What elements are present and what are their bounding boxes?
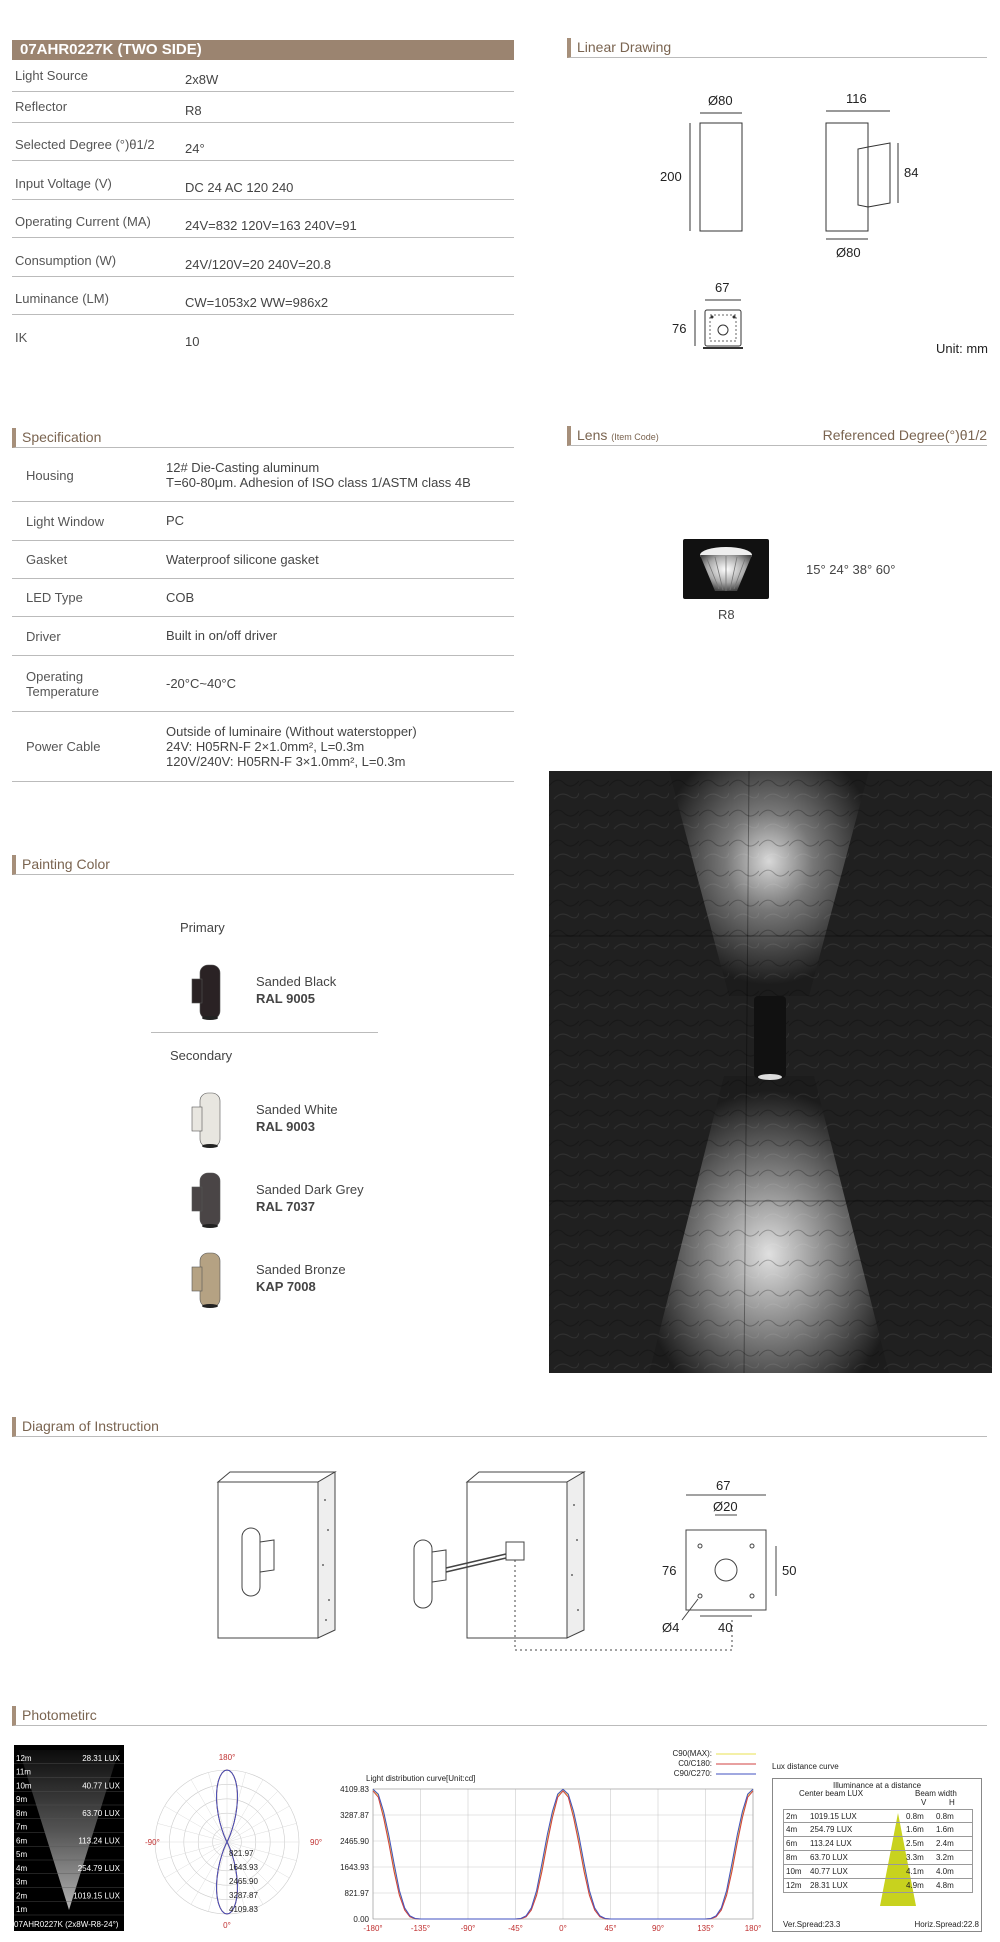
photometric-title: Photometirc bbox=[12, 1706, 987, 1726]
dim-w67: 67 bbox=[715, 280, 730, 295]
lux-cell-v: 3.3m bbox=[906, 1853, 924, 1862]
param-row bbox=[12, 239, 514, 277]
polar-diagram bbox=[145, 1752, 323, 1932]
param-row bbox=[12, 277, 514, 315]
x-tick-label: 135° bbox=[697, 1924, 714, 1933]
spec-row bbox=[12, 656, 514, 712]
y-tick-label: 821.97 bbox=[344, 1889, 369, 1898]
lux-cell-v: 2.5m bbox=[906, 1839, 924, 1848]
param-value: CW=1053x2 WW=986x2 bbox=[185, 295, 329, 310]
polar-angle-label: 90° bbox=[310, 1838, 323, 1847]
product-title: 07AHR0227K (TWO SIDE) bbox=[12, 40, 514, 60]
swatch-sanded-black bbox=[188, 963, 224, 1024]
hor-spread: Horiz.Spread:22.8 bbox=[914, 1920, 979, 1929]
spec-label: Operating Temperature bbox=[26, 669, 99, 699]
legend-label: C90/C270: bbox=[673, 1769, 712, 1778]
lux-distance-label: 7m bbox=[16, 1822, 28, 1832]
primary-label: Primary bbox=[180, 920, 225, 935]
installation-photo bbox=[549, 771, 992, 1373]
lux-distance-table bbox=[772, 1778, 982, 1932]
legend-label: C0/C180: bbox=[678, 1759, 712, 1768]
y-tick-label: 2465.90 bbox=[340, 1837, 369, 1846]
lux-cell-lux: 28.31 LUX bbox=[810, 1881, 848, 1890]
spec-value: -20°C~40°C bbox=[166, 675, 237, 691]
lux-cell-lux: 40.77 LUX bbox=[810, 1867, 848, 1876]
param-label: Consumption (W) bbox=[15, 253, 117, 268]
lux-cone-panel bbox=[14, 1745, 124, 1931]
param-value: 24° bbox=[185, 141, 205, 156]
lux-distance-label: 4m bbox=[16, 1863, 28, 1873]
param-label: Selected Degree (°)θ1/2 bbox=[15, 137, 155, 152]
lux-distance-label: 8m bbox=[16, 1808, 28, 1818]
param-label: Reflector bbox=[15, 99, 68, 114]
lux-cell-lux: 254.79 LUX bbox=[810, 1825, 853, 1834]
lux-cone bbox=[14, 1745, 124, 1920]
specification-title: Specification bbox=[12, 428, 514, 448]
lux-cell-h: 3.2m bbox=[936, 1853, 954, 1862]
lux-table-row bbox=[783, 1879, 973, 1893]
color-sanded-white: Sanded White RAL 9003 bbox=[256, 1102, 338, 1134]
polar-ring-label: 1643.93 bbox=[229, 1863, 258, 1872]
fixture-icon bbox=[188, 1251, 224, 1309]
lux-cell-d: 12m bbox=[786, 1881, 802, 1890]
lux-cell-d: 2m bbox=[786, 1812, 798, 1821]
swatch-sanded-white bbox=[188, 1091, 224, 1152]
lux-head-h: H bbox=[949, 1798, 955, 1807]
polar-ring-label: 821.97 bbox=[229, 1849, 254, 1858]
inst-d4: Ø4 bbox=[662, 1620, 680, 1635]
lux-distance-label: 12m bbox=[16, 1753, 32, 1763]
lux-table-row bbox=[783, 1865, 973, 1879]
lux-value-label: 254.79 LUX bbox=[77, 1863, 120, 1873]
lux-distance-label: 2m bbox=[16, 1891, 28, 1901]
lux-cell-v: 0.8m bbox=[906, 1812, 924, 1821]
param-row bbox=[12, 123, 514, 161]
spec-row bbox=[12, 541, 514, 579]
lux-distance-label: 9m bbox=[16, 1795, 28, 1804]
spec-row bbox=[12, 617, 514, 656]
lux-cell-lux: 63.70 LUX bbox=[810, 1853, 848, 1862]
inst-w67: 67 bbox=[716, 1478, 731, 1493]
inst-h50: 50 bbox=[782, 1563, 797, 1578]
spec-label: Driver bbox=[26, 628, 61, 644]
swatch-sanded-bronze bbox=[188, 1251, 224, 1312]
color-sanded-dark-grey: Sanded Dark Grey RAL 7037 bbox=[256, 1182, 364, 1214]
y-tick-label: 4109.83 bbox=[340, 1785, 369, 1794]
lux-distance-label: 3m bbox=[16, 1877, 28, 1887]
polar-angle-label: 180° bbox=[218, 1753, 236, 1762]
dim-d80-top: Ø80 bbox=[708, 93, 733, 108]
spec-value: Waterproof silicone gasket bbox=[166, 551, 319, 567]
polar-ring-label: 2465.90 bbox=[229, 1877, 258, 1886]
y-tick-label: 1643.93 bbox=[340, 1863, 369, 1872]
param-label: Light Source bbox=[15, 68, 88, 83]
color-sanded-black: Sanded Black RAL 9005 bbox=[256, 974, 337, 1006]
painting-color-title: Painting Color bbox=[12, 855, 514, 875]
spec-row bbox=[12, 579, 514, 617]
spec-label: Gasket bbox=[26, 552, 68, 567]
param-row bbox=[12, 200, 514, 238]
y-tick-label: 3287.87 bbox=[340, 1811, 369, 1820]
inst-w40: 40 bbox=[718, 1620, 733, 1635]
secondary-label: Secondary bbox=[170, 1048, 233, 1063]
lux-distance-label: 6m bbox=[16, 1836, 28, 1846]
lux-head-beam: Beam width bbox=[915, 1789, 957, 1798]
fixture-icon bbox=[188, 963, 224, 1021]
x-tick-label: -45° bbox=[508, 1924, 523, 1933]
inst-d20: Ø20 bbox=[713, 1499, 738, 1514]
fixture-icon bbox=[188, 1171, 224, 1229]
param-label: Operating Current (MA) bbox=[15, 214, 151, 229]
spec-label: LED Type bbox=[26, 590, 83, 605]
lens-image bbox=[683, 539, 769, 599]
spec-value: PC bbox=[166, 513, 185, 528]
dim-d80-bottom: Ø80 bbox=[836, 245, 861, 260]
lux-distance-label: 10m bbox=[16, 1781, 32, 1791]
reflector-icon bbox=[683, 539, 769, 599]
lux-distance-label: 5m bbox=[16, 1850, 28, 1859]
lux-cell-h: 4.8m bbox=[936, 1881, 954, 1890]
spec-row bbox=[12, 449, 514, 502]
spec-label: Housing bbox=[26, 467, 74, 483]
lux-distance-label: 1m bbox=[16, 1905, 28, 1914]
x-tick-label: -90° bbox=[460, 1924, 476, 1933]
param-row bbox=[12, 162, 514, 200]
unit-label: Unit: mm bbox=[936, 341, 988, 356]
color-divider bbox=[151, 1032, 378, 1033]
lux-table-row bbox=[783, 1809, 973, 1823]
x-tick-label: 90° bbox=[651, 1924, 665, 1933]
dim-h84: 84 bbox=[904, 165, 919, 180]
lux-table-row bbox=[783, 1851, 973, 1865]
lux-cell-d: 10m bbox=[786, 1867, 802, 1876]
color-sanded-bronze: Sanded Bronze KAP 7008 bbox=[256, 1262, 346, 1294]
instruction-title: Diagram of Instruction bbox=[12, 1417, 987, 1437]
lux-value-label: 1019.15 LUX bbox=[73, 1891, 120, 1901]
chart-title: Light distribution curve[Unit:cd] bbox=[366, 1774, 476, 1783]
inst-h76: 76 bbox=[662, 1563, 677, 1578]
lens-code: R8 bbox=[718, 607, 735, 622]
lux-table-title: Illuminance at a distance bbox=[832, 1781, 922, 1790]
lux-cell-v: 4.9m bbox=[906, 1881, 924, 1890]
ver-spread: Ver.Spread:23.3 bbox=[783, 1920, 841, 1929]
lens-label: Lens bbox=[577, 427, 608, 443]
fixture-icon bbox=[188, 1091, 224, 1149]
lux-table-row bbox=[783, 1837, 973, 1851]
lux-curve-title: Lux distance curve bbox=[772, 1762, 839, 1771]
polar-angle-label: -90° bbox=[145, 1838, 160, 1847]
polar-angle-label: 0° bbox=[223, 1921, 231, 1930]
lens-sub-label: (Item Code) bbox=[611, 432, 659, 442]
param-value: 10 bbox=[185, 334, 200, 349]
lux-value-label: 113.24 LUX bbox=[78, 1836, 120, 1846]
lux-table-row bbox=[783, 1823, 973, 1837]
y-tick-label: 0.00 bbox=[353, 1915, 369, 1924]
spec-value: COB bbox=[166, 589, 195, 605]
x-tick-label: 0° bbox=[559, 1924, 567, 1933]
polar-ring-label: 4109.83 bbox=[229, 1905, 258, 1914]
lux-cell-h: 2.4m bbox=[936, 1839, 954, 1848]
lux-cell-v: 1.6m bbox=[906, 1825, 924, 1834]
param-label: Luminance (LM) bbox=[15, 291, 109, 306]
param-row bbox=[12, 85, 514, 123]
spec-label: Power Cable bbox=[26, 739, 101, 754]
param-value: DC 24 AC 120 240 bbox=[185, 180, 294, 195]
lux-cell-h: 1.6m bbox=[936, 1825, 954, 1834]
param-label: Input Voltage (V) bbox=[15, 176, 112, 191]
lux-cell-h: 0.8m bbox=[936, 1812, 954, 1821]
lux-cell-d: 8m bbox=[786, 1853, 798, 1862]
dim-h200: 200 bbox=[660, 169, 682, 184]
param-value: 2x8W bbox=[185, 72, 219, 87]
spec-value: Built in on/off driver bbox=[166, 628, 278, 643]
stone-wall-image bbox=[549, 771, 992, 1373]
ref-degree-label: Referenced Degree(°)θ1/2 bbox=[822, 427, 987, 443]
lux-cell-h: 4.0m bbox=[936, 1867, 954, 1876]
lens-degrees: 15° 24° 38° 60° bbox=[806, 562, 896, 577]
light-distribution-chart bbox=[330, 1745, 760, 1935]
polar-ring-label: 3287.87 bbox=[229, 1891, 258, 1900]
lux-value-label: 63.70 LUX bbox=[82, 1808, 120, 1818]
param-label: IK bbox=[15, 330, 28, 345]
x-tick-label: -180° bbox=[363, 1924, 383, 1933]
linear-drawing bbox=[640, 85, 1000, 365]
spec-row bbox=[12, 502, 514, 541]
x-tick-label: 45° bbox=[604, 1924, 617, 1933]
swatch-sanded-dark-grey bbox=[188, 1171, 224, 1232]
x-tick-label: 180° bbox=[744, 1924, 762, 1933]
lux-cell-d: 4m bbox=[786, 1825, 798, 1834]
spec-value: Outside of luminaire (Without waterstopper) 24V: H05RN-F 2×1.0mm², L=0.3m 120V/240V: H05RN-F 3×1.0mm², L=0.3m bbox=[166, 723, 417, 769]
dim-w116: 116 bbox=[846, 91, 867, 106]
lux-caption: 07AHR0227K (2x8W-R8-24°) bbox=[14, 1920, 119, 1929]
param-row bbox=[12, 316, 514, 352]
lux-distance-label: 11m bbox=[16, 1767, 31, 1777]
spec-row bbox=[12, 712, 514, 782]
lux-cell-d: 6m bbox=[786, 1839, 798, 1848]
linear-drawing-title: Linear Drawing bbox=[567, 38, 987, 58]
lux-cell-lux: 1019.15 LUX bbox=[810, 1812, 857, 1821]
lux-cell-lux: 113.24 LUX bbox=[810, 1839, 852, 1848]
dim-h76: 76 bbox=[672, 321, 687, 336]
x-tick-label: -135° bbox=[410, 1924, 431, 1933]
legend-label: C90(MAX): bbox=[672, 1749, 712, 1758]
spec-label: Light Window bbox=[26, 513, 105, 529]
lux-cell-v: 4.1m bbox=[906, 1867, 924, 1876]
instruction-diagram bbox=[210, 1470, 810, 1670]
param-value: R8 bbox=[185, 103, 202, 118]
param-value: 24V/120V=20 240V=20.8 bbox=[185, 257, 332, 272]
lux-value-label: 28.31 LUX bbox=[82, 1753, 120, 1763]
param-value: 24V=832 120V=163 240V=91 bbox=[185, 218, 357, 233]
lux-head-v: V bbox=[921, 1798, 927, 1807]
lens-title bbox=[567, 426, 987, 446]
lux-value-label: 40.77 LUX bbox=[82, 1781, 120, 1791]
spec-value: 12# Die-Casting aluminum T=60-80μm. Adhesion of ISO class 1/ASTM class 4B bbox=[166, 459, 471, 490]
lux-head-center: Center beam LUX bbox=[799, 1789, 864, 1798]
